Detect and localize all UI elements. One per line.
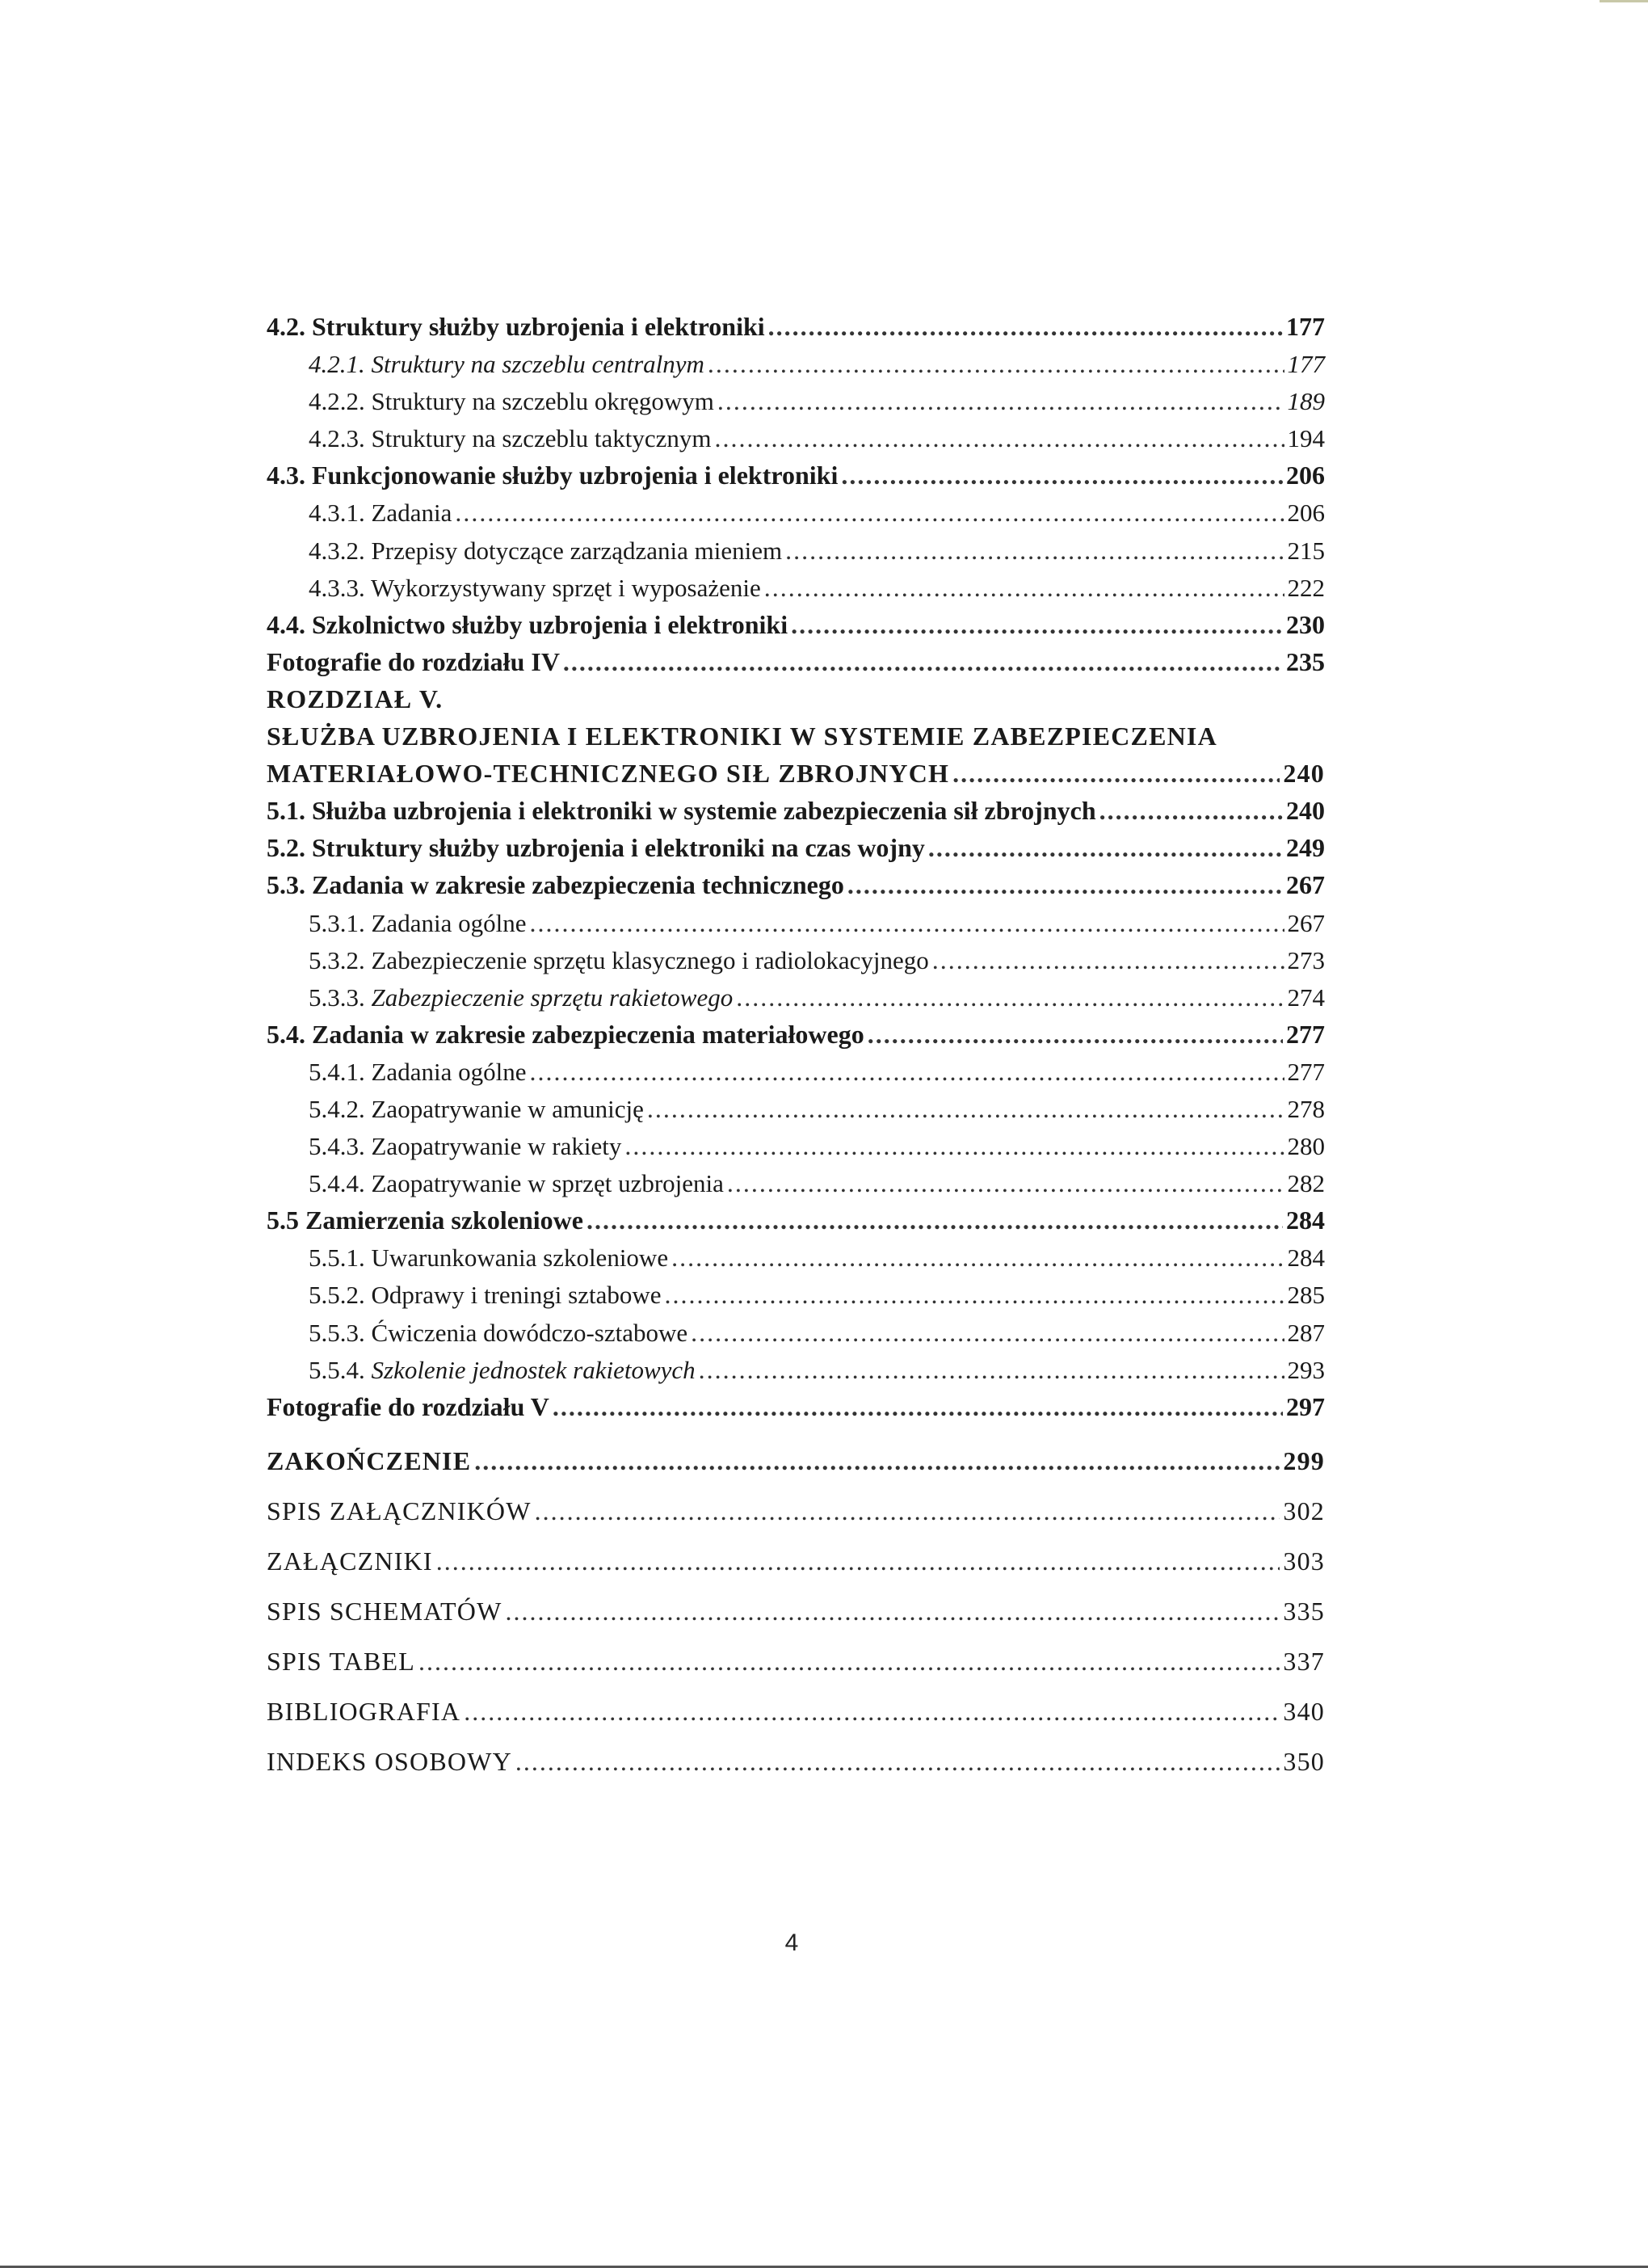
toc-entry[interactable] [267, 1388, 1325, 1425]
toc-entry-page: 273 [1287, 945, 1325, 974]
toc-entry-page: 350 [1283, 1746, 1325, 1776]
dot-leader [647, 1090, 1284, 1127]
toc-entry-title: 4.3. Funkcjonowanie służby uzbrojenia i elektroniki [267, 461, 839, 490]
toc-entry-page: 284 [1287, 1243, 1325, 1273]
dot-leader [506, 1586, 1280, 1636]
toc-entry-title: SPIS TABEL [267, 1646, 415, 1676]
toc-entry-page: 177 [1286, 312, 1325, 341]
dot-leader [529, 904, 1284, 941]
toc-section-chapter-4 [267, 308, 1325, 680]
toc-entry[interactable] [267, 792, 1325, 829]
dot-leader [553, 1388, 1283, 1425]
toc-entry-title: 5.3. Zadania w zakresie zabezpieczenia technicznego [267, 870, 844, 900]
toc-entry[interactable] [267, 1053, 1325, 1090]
toc-entry-title: SPIS SCHEMATÓW [267, 1596, 502, 1626]
dot-leader [736, 978, 1284, 1016]
toc-entry-page: 235 [1286, 646, 1325, 676]
toc-entry-italic-title: Szkolenie jednostek rakietowych [371, 1355, 696, 1384]
chapter-page: 240 [1283, 759, 1325, 789]
toc-entry-page: 215 [1287, 536, 1325, 565]
toc-entry-page: 206 [1287, 499, 1325, 528]
toc-entry-page: 284 [1286, 1206, 1325, 1235]
toc-entry[interactable] [267, 1164, 1325, 1201]
toc-entry[interactable] [267, 1586, 1325, 1636]
toc-entry-title: 5.5 Zamierzenia szkoleniowe [267, 1206, 583, 1235]
dot-leader [868, 1016, 1283, 1053]
dot-leader [928, 829, 1283, 866]
page-number: 4 [784, 1929, 799, 1956]
dot-leader [764, 569, 1284, 606]
toc-entry[interactable] [267, 1314, 1325, 1351]
toc-entry-page: 194 [1287, 424, 1325, 453]
toc-entry-title: 5.4.1. Zadania ogólne [309, 1057, 527, 1086]
dot-leader [699, 1351, 1284, 1388]
dot-leader [691, 1314, 1284, 1351]
dot-leader [624, 1127, 1284, 1164]
toc-entry-title: 4.3.2. Przepisy dotyczące zarządzania mieniem [309, 536, 783, 565]
toc-entry[interactable] [267, 1636, 1325, 1686]
toc-entry-title: 5.1. Służba uzbrojenia i elektroniki w systemie zabezpieczenia sił zbrojnych [267, 796, 1096, 826]
toc-entry[interactable] [267, 1686, 1325, 1736]
toc-entry-page: 249 [1286, 833, 1325, 863]
dot-leader [418, 1636, 1280, 1686]
toc-entry-title: 5.4. Zadania w zakresie zabezpieczenia materiałowego [267, 1019, 864, 1049]
toc-entry-page: 285 [1287, 1281, 1325, 1310]
toc-entry[interactable] [267, 866, 1325, 903]
toc-entry[interactable] [267, 1536, 1325, 1586]
dot-leader [932, 941, 1284, 978]
scan-top-edge [1600, 0, 1648, 2]
dot-leader [785, 532, 1284, 569]
toc-entry-page: 230 [1286, 609, 1325, 639]
toc-entry-number: 5.5.4. [309, 1355, 372, 1384]
dot-leader [1099, 792, 1283, 829]
toc-entry[interactable] [267, 419, 1325, 457]
toc-entry-page: 278 [1287, 1094, 1325, 1123]
dot-leader [436, 1536, 1280, 1586]
toc-entry[interactable] [267, 1736, 1325, 1786]
toc-entry[interactable] [267, 941, 1325, 978]
dot-leader [847, 866, 1283, 903]
toc-entry[interactable] [267, 904, 1325, 941]
toc-entry-page: 340 [1283, 1696, 1325, 1726]
toc-entry-page: 177 [1287, 350, 1325, 379]
toc-entry[interactable] [267, 1090, 1325, 1127]
toc-entry-title: 5.5.1. Uwarunkowania szkoleniowe [309, 1243, 669, 1273]
toc-entry-page: 303 [1283, 1546, 1325, 1576]
dot-leader [768, 308, 1283, 345]
toc-section-chapter-5 [267, 792, 1325, 1425]
toc-entry[interactable] [267, 1486, 1325, 1536]
toc-entry[interactable] [267, 457, 1325, 494]
toc-entry[interactable] [267, 1127, 1325, 1164]
dot-leader [474, 1436, 1280, 1486]
toc-entry[interactable] [267, 382, 1325, 419]
toc-entry-page: 277 [1286, 1019, 1325, 1049]
toc-entry-page: 240 [1286, 796, 1325, 826]
toc-entry-italic-title: Zabezpieczenie sprzętu rakietowego [371, 983, 734, 1012]
toc-section-end-matter [267, 1436, 1325, 1786]
toc-entry-title [309, 979, 733, 1016]
toc-entry-page: 274 [1287, 983, 1325, 1012]
dot-leader [791, 606, 1283, 643]
toc-entry-page: 287 [1287, 1318, 1325, 1347]
chapter-heading [267, 680, 1325, 792]
toc-entry[interactable] [267, 532, 1325, 569]
toc-entry-title: 4.2.1. Struktury na szczeblu centralnym [309, 350, 704, 379]
toc-entry[interactable] [267, 829, 1325, 866]
toc-entry-title [309, 1352, 696, 1389]
toc-entry[interactable] [267, 569, 1325, 606]
toc-entry-title: 4.3.3. Wykorzystywany sprzęt i wyposażenie [309, 573, 761, 602]
chapter-label: ROZDZIAŁ V. [267, 684, 444, 713]
toc-entry-title: 5.5.2. Odprawy i treningi sztabowe [309, 1281, 662, 1310]
toc-entry-title: Fotografie do rozdziału IV [267, 646, 560, 676]
toc-entry[interactable] [267, 308, 1325, 345]
dot-leader [529, 1053, 1284, 1090]
toc-entry-page: 302 [1283, 1496, 1325, 1525]
dot-leader [671, 1239, 1284, 1276]
toc-entry[interactable] [267, 1276, 1325, 1313]
toc-entry[interactable] [267, 1239, 1325, 1276]
table-of-contents [267, 308, 1325, 1786]
toc-entry-title: 5.5.3. Ćwiczenia dowódczo-sztabowe [309, 1318, 688, 1347]
dot-leader [586, 1201, 1283, 1239]
toc-entry-title: 5.3.1. Zadania ogólne [309, 908, 527, 937]
dot-leader [727, 1164, 1284, 1201]
toc-entry-title: INDEKS OSOBOWY [267, 1746, 512, 1776]
dot-leader [952, 755, 1280, 792]
toc-entry-number: 5.3.3. [309, 983, 372, 1012]
toc-entry-page: 282 [1287, 1169, 1325, 1198]
toc-entry-title: 5.3.2. Zabezpieczenie sprzętu klasycznego i radiolokacyjnego [309, 945, 929, 974]
toc-entry-title: BIBLIOGRAFIA [267, 1696, 461, 1726]
toc-entry-page: 206 [1286, 461, 1325, 490]
toc-entry-title: ZAŁĄCZNIKI [267, 1546, 433, 1576]
dot-leader [664, 1276, 1284, 1313]
toc-entry-page: 267 [1287, 908, 1325, 937]
toc-entry-title: 4.2.2. Struktury na szczeblu okręgowym [309, 387, 714, 416]
toc-entry[interactable] [267, 494, 1325, 531]
dot-leader [535, 1486, 1280, 1536]
toc-entry-title: Fotografie do rozdziału V [267, 1391, 549, 1421]
toc-entry-title: SPIS ZAŁĄCZNIKÓW [267, 1496, 532, 1525]
toc-entry-page: 297 [1286, 1391, 1325, 1421]
dot-leader [515, 1736, 1280, 1786]
chapter-title-line-2-row[interactable] [267, 755, 1325, 792]
chapter-title-line-2: MATERIAŁOWO-TECHNICZNEGO SIŁ ZBROJNYCH [267, 759, 950, 789]
toc-entry-page: 299 [1283, 1445, 1325, 1475]
dot-leader [464, 1686, 1280, 1736]
toc-entry-title: 5.2. Struktury służby uzbrojenia i elektroniki na czas wojny [267, 833, 925, 863]
toc-entry[interactable] [267, 1016, 1325, 1053]
dot-leader [714, 419, 1284, 457]
toc-entry[interactable] [267, 1351, 1325, 1388]
toc-entry[interactable] [267, 978, 1325, 1016]
toc-entry[interactable] [267, 643, 1325, 680]
toc-entry-title: ZAKOŃCZENIE [267, 1445, 472, 1475]
dot-leader [717, 382, 1284, 419]
dot-leader [841, 457, 1283, 494]
toc-entry-title: 5.4.4. Zaopatrywanie w sprzęt uzbrojenia [309, 1169, 724, 1198]
toc-entry-page: 189 [1287, 387, 1325, 416]
toc-entry-page: 335 [1283, 1596, 1325, 1626]
toc-entry-title: 5.4.2. Zaopatrywanie w amunicję [309, 1094, 644, 1123]
toc-entry-page: 280 [1287, 1132, 1325, 1161]
toc-entry[interactable] [267, 345, 1325, 382]
toc-entry-title: 4.4. Szkolnictwo służby uzbrojenia i elektroniki [267, 609, 788, 639]
toc-entry-page: 337 [1283, 1646, 1325, 1676]
chapter-title-line-1: SŁUŻBA UZBROJENIA I ELEKTRONIKI W SYSTEMIE ZABEZPIECZENIA [267, 722, 1217, 751]
dot-leader [563, 643, 1283, 680]
toc-entry-title: 4.2.3. Struktury na szczeblu taktycznym [309, 424, 712, 453]
toc-entry-page: 293 [1287, 1355, 1325, 1384]
toc-entry-title: 5.4.3. Zaopatrywanie w rakiety [309, 1132, 622, 1161]
toc-entry-title: 4.3.1. Zadania [309, 499, 452, 528]
toc-entry-page: 277 [1287, 1057, 1325, 1086]
toc-entry[interactable] [267, 1201, 1325, 1239]
dot-leader [708, 345, 1284, 382]
toc-entry[interactable] [267, 606, 1325, 643]
dot-leader [455, 494, 1284, 531]
toc-entry[interactable] [267, 1436, 1325, 1486]
toc-entry-title: 4.2. Struktury służby uzbrojenia i elektroniki [267, 312, 765, 341]
toc-entry-page: 267 [1286, 870, 1325, 900]
toc-entry-page: 222 [1287, 573, 1325, 602]
